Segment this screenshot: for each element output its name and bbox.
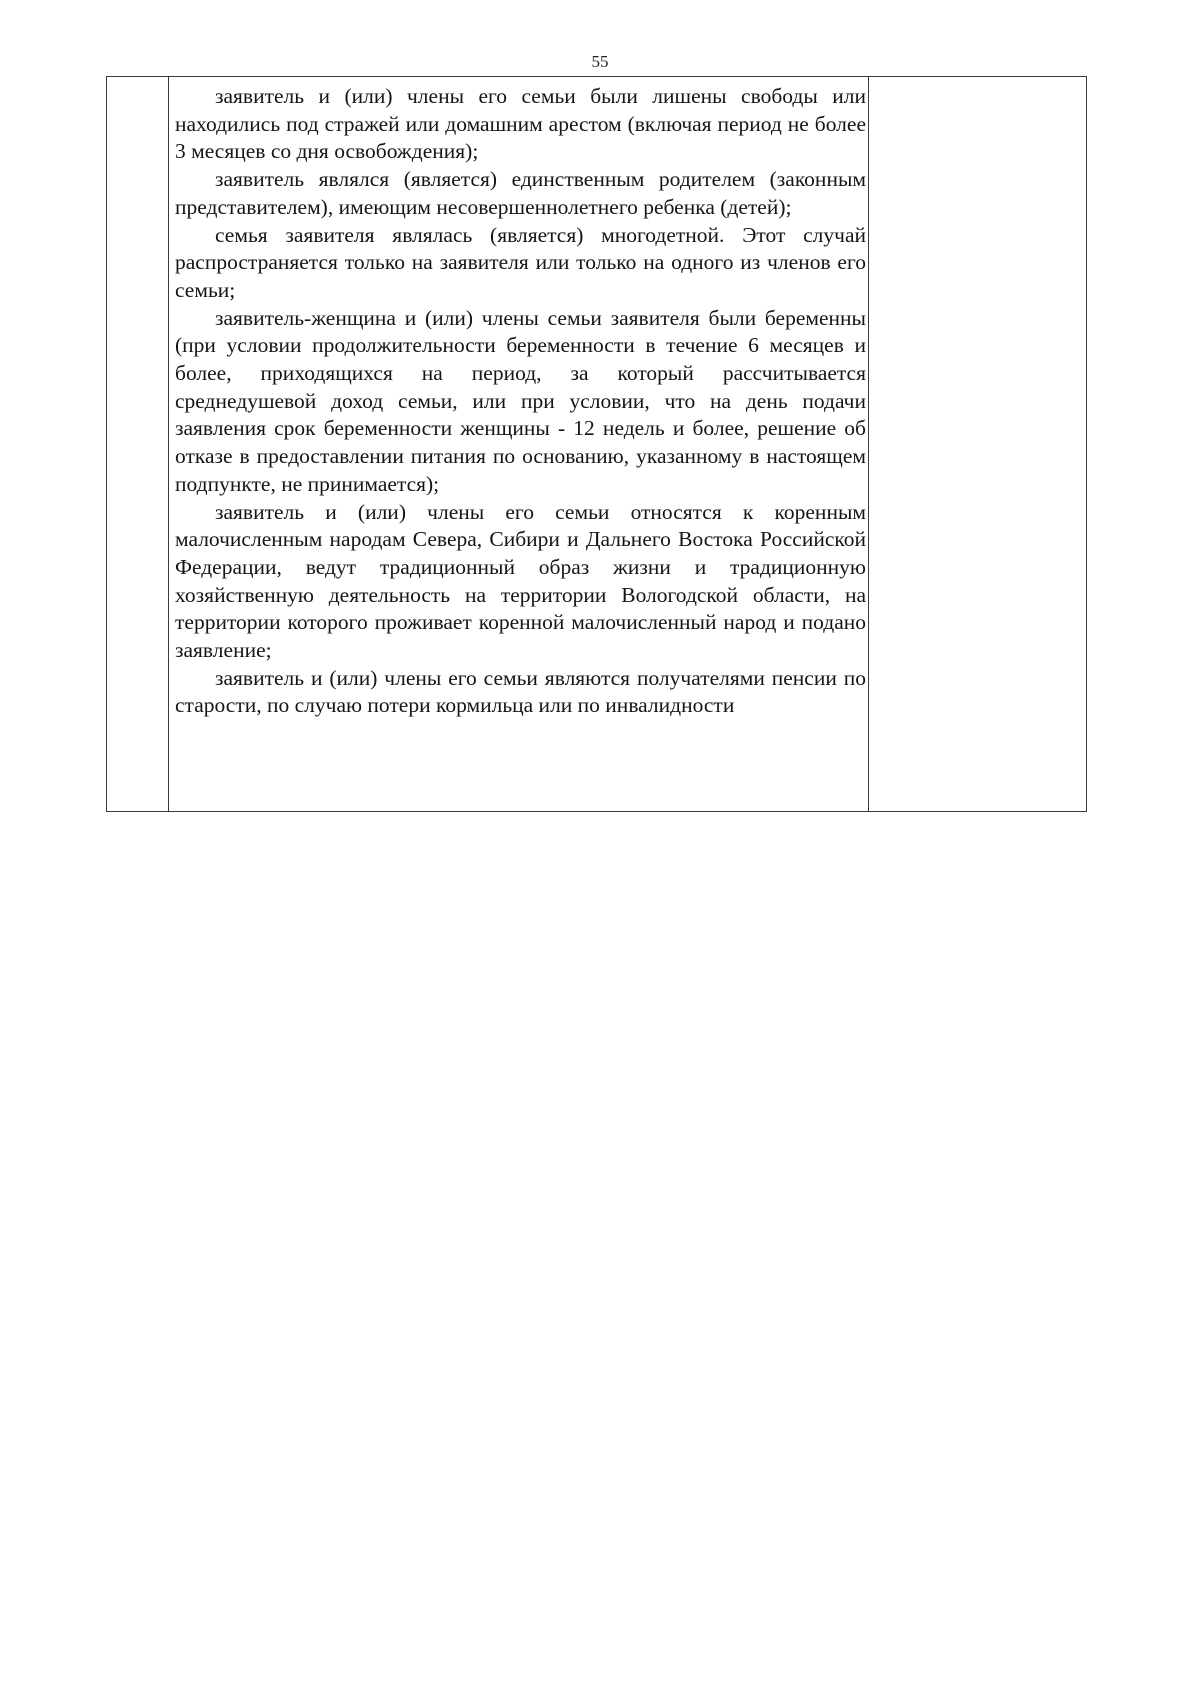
paragraph-pension-recipients: заявитель и (или) члены его семьи являются получателями пенсии по старости, по случаю потери кормильца или по инвалидности [175,665,866,718]
table-cell-number [107,77,168,811]
paragraph-indigenous-peoples: заявитель и (или) члены его семьи относятся к коренным малочисленным народам Севера, Сибири и Дальнего Востока Российской Федерации, ведут традиционный образ жизни и традиционную хозяйственную деятельность на территории Вологодской области, на территории которого проживает коренной малочисленный народ и подано заявление; [175,499,866,663]
paragraph-pregnancy: заявитель-женщина и (или) члены семьи заявителя были беременны (при условии продолжительности беременности в течение 6 месяцев и более, приходящихся на период, за который рассчитывается среднедушевой доход семьи, или при условии, что на день подачи заявления срок беременности женщины - 12 недель и более, решение об отказе в предоставлении питания по основанию, указанному в настоящем подпункте, не принимается); [175,305,866,496]
page-number: 55 [591,52,609,71]
paragraph-large-family: семья заявителя являлась (является) многодетной. Этот случай распространяется только на заявителя или только на одного из членов его семьи; [175,222,866,302]
table-cell-notes [869,77,1086,811]
table-cell-content [175,83,866,720]
document-table [106,76,1087,812]
paragraph-deprived-of-liberty: заявитель и (или) члены его семьи были лишены свободы или находились под стражей или домашним арестом (включая период не более 3 месяцев со дня освобождения); [175,84,866,164]
column-divider [168,77,169,811]
paragraph-single-parent: заявитель являлся (является) единственным родителем (законным представителем), имеющим несовершеннолетнего ребенка (детей); [175,167,866,219]
